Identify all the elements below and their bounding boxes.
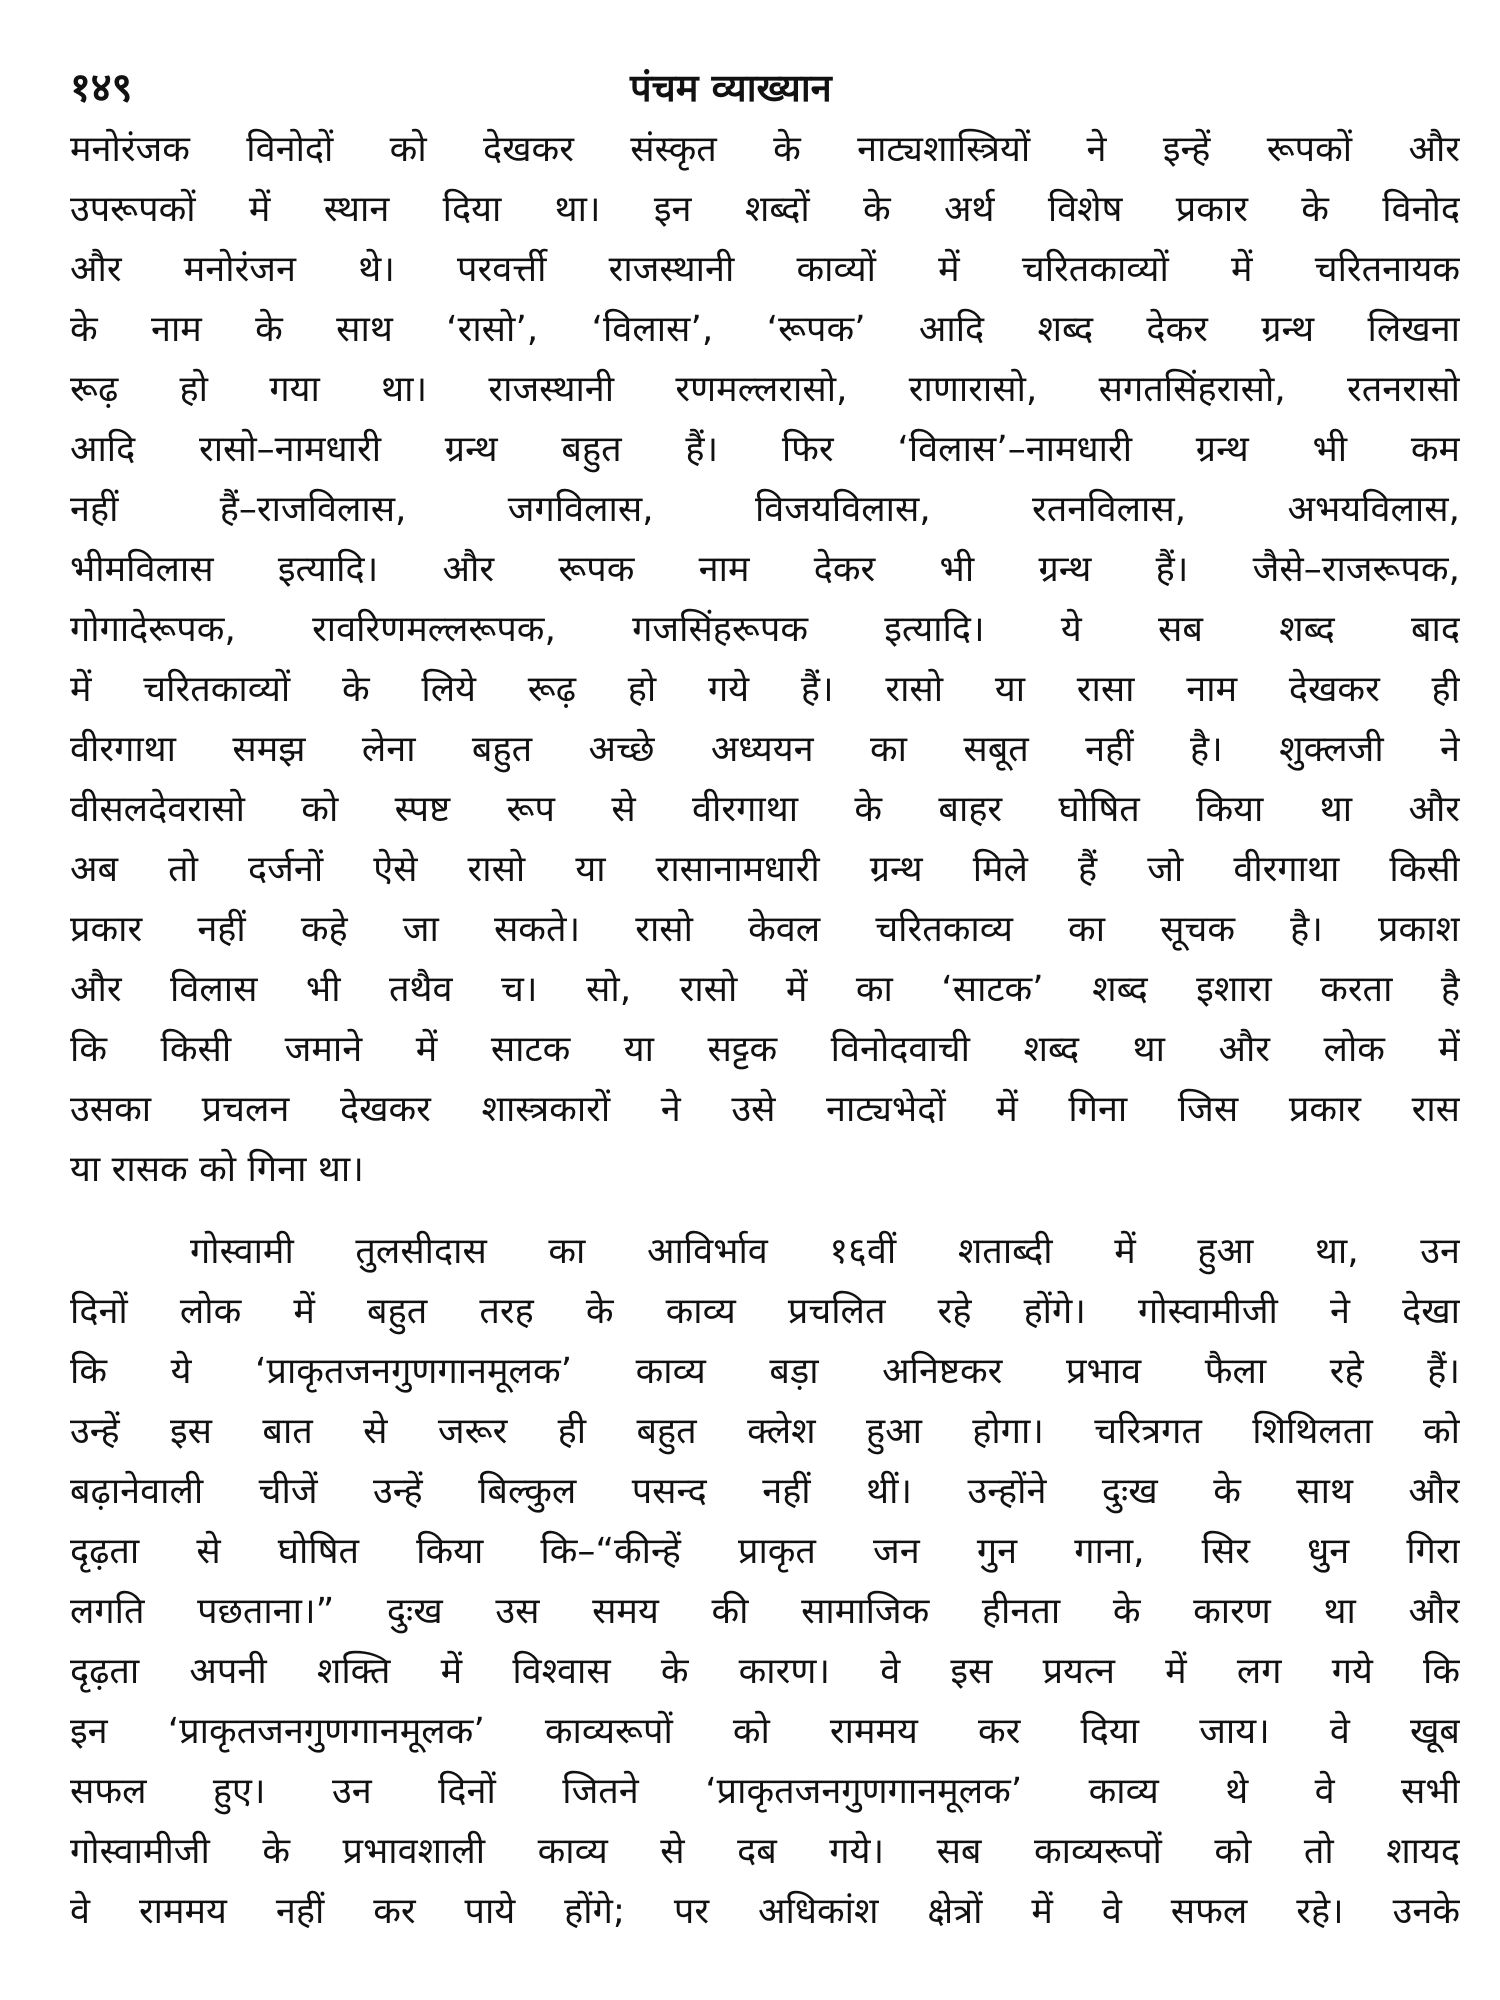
text-line: उसका प्रचलन देखकर शास्त्रकारों ने उसे नाट्यभेदों में गिना जिस प्रकार रास [70, 1089, 1460, 1130]
text-line: भीमविलास इत्यादि। और रूपक नाम देकर भी ग्रन्थ हैं। जैसे–राजरूपक, [70, 549, 1460, 590]
text-line: लगति पछताना।” दुःख उस समय की सामाजिक हीनता के कारण था और [70, 1591, 1460, 1632]
text-line: बढ़ानेवाली चीजें उन्हें बिल्कुल पसन्द नहीं थीं। उन्होंने दुःख के साथ और [70, 1471, 1460, 1512]
text-line: उन्हें इस बात से जरूर ही बहुत क्लेश हुआ होगा। चरित्रगत शिथिलता को [70, 1411, 1460, 1452]
text-line: दिनों लोक में बहुत तरह के काव्य प्रचलित रहे होंगे। गोस्वामीजी ने देखा [70, 1291, 1460, 1332]
text-line: वे राममय नहीं कर पाये होंगे; पर अधिकांश क्षेत्रों में वे सफल रहे। उनके [70, 1891, 1460, 1932]
text-line: रूढ़ हो गया था। राजस्थानी रणमल्लरासो, राणारासो, सगतसिंहरासो, रतनरासो [70, 369, 1460, 410]
text-line: या रासक को गिना था। [70, 1149, 364, 1190]
text-line: प्रकार नहीं कहे जा सकते। रासो केवल चरितकाव्य का सूचक है। प्रकाश [70, 909, 1460, 950]
text-line: कि ये ‘प्राकृतजनगुणगानमूलक’ काव्य बड़ा अनिष्टकर प्रभाव फैला रहे हैं। [70, 1351, 1460, 1392]
body-text [70, 120, 1460, 1942]
text-line: कि किसी जमाने में साटक या सट्टक विनोदवाची शब्द था और लोक में [70, 1029, 1460, 1070]
text-line: गोस्वामी तुलसीदास का आविर्भाव १६वीं शताब्दी में हुआ था, उन [190, 1231, 1460, 1272]
paragraph-gap [70, 1200, 1460, 1222]
text-line: और मनोरंजन थे। परवर्त्ती राजस्थानी काव्यों में चरितकाव्यों में चरितनायक [70, 249, 1460, 290]
paragraph-2 [70, 1222, 1460, 1942]
text-line: गोस्वामीजी के प्रभावशाली काव्य से दब गये। सब काव्यरूपों को तो शायद [70, 1831, 1460, 1872]
text-line: के नाम के साथ ‘रासो’, ‘विलास’, ‘रूपक’ आदि शब्द देकर ग्रन्थ लिखना [70, 309, 1460, 350]
text-line: गोगादेरूपक, रावरिणमल्लरूपक, गजसिंहरूपक इत्यादि। ये सब शब्द बाद [70, 609, 1460, 650]
text-line: नहीं हैं–राजविलास, जगविलास, विजयविलास, रतनविलास, अभयविलास, [70, 489, 1460, 530]
text-line: इन ‘प्राकृतजनगुणगानमूलक’ काव्यरूपों को राममय कर दिया जाय। वे खूब [70, 1711, 1460, 1752]
text-line: अब तो दर्जनों ऐसे रासो या रासानामधारी ग्रन्थ मिले हैं जो वीरगाथा किसी [70, 849, 1460, 890]
page-header [70, 58, 1450, 118]
text-line: मनोरंजक विनोदों को देखकर संस्कृत के नाट्यशास्त्रियों ने इन्हें रूपकों और [70, 129, 1460, 170]
text-line: सफल हुए। उन दिनों जितने ‘प्राकृतजनगुणगानमूलक’ काव्य थे वे सभी [70, 1771, 1460, 1812]
paragraph-1 [70, 120, 1460, 1200]
text-line: वीरगाथा समझ लेना बहुत अच्छे अध्ययन का सबूत नहीं है। शुक्लजी ने [70, 729, 1460, 770]
page-number: १४९ [70, 65, 133, 111]
text-line: उपरूपकों में स्थान दिया था। इन शब्दों के अर्थ विशेष प्रकार के विनोद [70, 189, 1460, 230]
text-line: में चरितकाव्यों के लिये रूढ़ हो गये हैं। रासो या रासा नाम देखकर ही [70, 669, 1460, 710]
text-line: आदि रासो–नामधारी ग्रन्थ बहुत हैं। फिर ‘विलास’–नामधारी ग्रन्थ भी कम [70, 429, 1460, 470]
text-line: दृढ़ता अपनी शक्ति में विश्वास के कारण। वे इस प्रयत्न में लग गये कि [70, 1651, 1460, 1692]
text-line: वीसलदेवरासो को स्पष्ट रूप से वीरगाथा के बाहर घोषित किया था और [70, 789, 1460, 830]
running-title: पंचम व्याख्यान [630, 66, 832, 110]
text-line: और विलास भी तथैव च। सो, रासो में का ‘साटक’ शब्द इशारा करता है [70, 969, 1460, 1010]
text-line: दृढ़ता से घोषित किया कि–“कीन्हें प्राकृत जन गुन गाना, सिर धुन गिरा [70, 1531, 1460, 1572]
